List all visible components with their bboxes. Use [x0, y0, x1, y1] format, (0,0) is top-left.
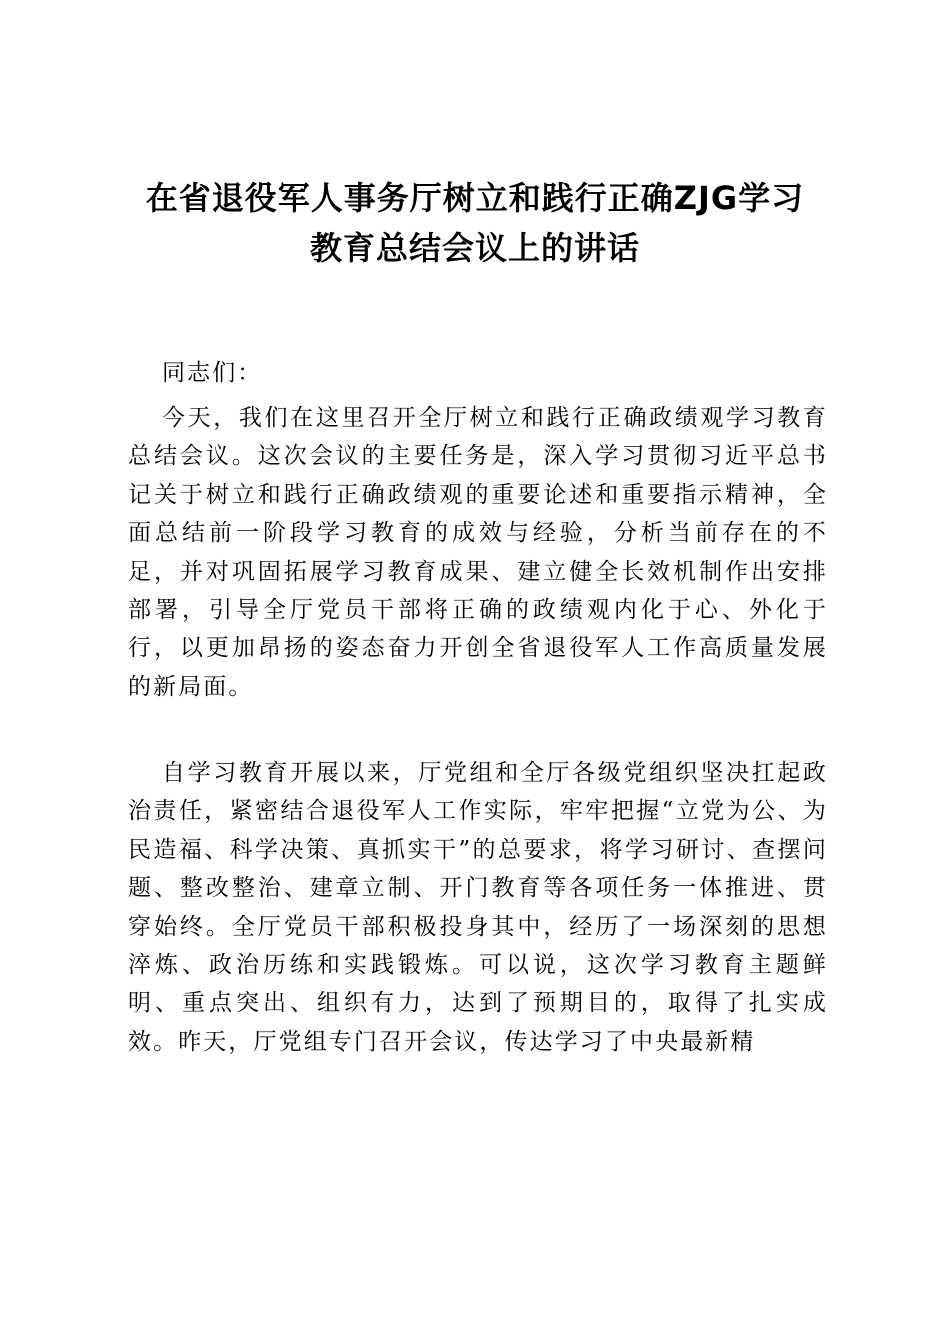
- document-title-line-2: 教育总结会议上的讲话: [309, 229, 640, 267]
- document-title-line-1: 在省退役军人事务厅树立和践行正确ZJG学习: [145, 179, 805, 217]
- salutation: 同志们：: [162, 360, 263, 386]
- paragraph-1: 今天，我们在这里召开全厅树立和践行正确政绩观学习教育总结会议。这次会议的主要任务是，深入学习贯彻习近平总书记关于树立和践行正确政绩观的重要论述和重要指示精神，全面总结前一阶段学习教育的成效与经验，分析当前存在的不足，并对巩固拓展学习教育成果、建立健全长效机制作出安排部署，引导全厅党员干部将正确的政绩观内化于心、外化于行，以更加昂扬的姿态奋力开创全省退役军人工作高质量发展的新局面。: [128, 405, 828, 700]
- paragraph-2: 自学习教育开展以来，厅党组和全厅各级党组织坚决扛起政治责任，紧密结合退役军人工作实际，牢牢把握“立党为公、为民造福、科学决策、真抓实干”的总要求，将学习研讨、查摆问题、整改整治、建章立制、开门教育等各项任务一体推进、贯穿始终。全厅党员干部积极投身其中，经历了一场深刻的思想淬炼、政治历练和实践锻炼。可以说，这次学习教育主题鲜明、重点突出、组织有力，达到了预期目的，取得了扎实成效。昨天，厅党组专门召开会议，传达学习了中央最新精: [128, 760, 828, 1055]
